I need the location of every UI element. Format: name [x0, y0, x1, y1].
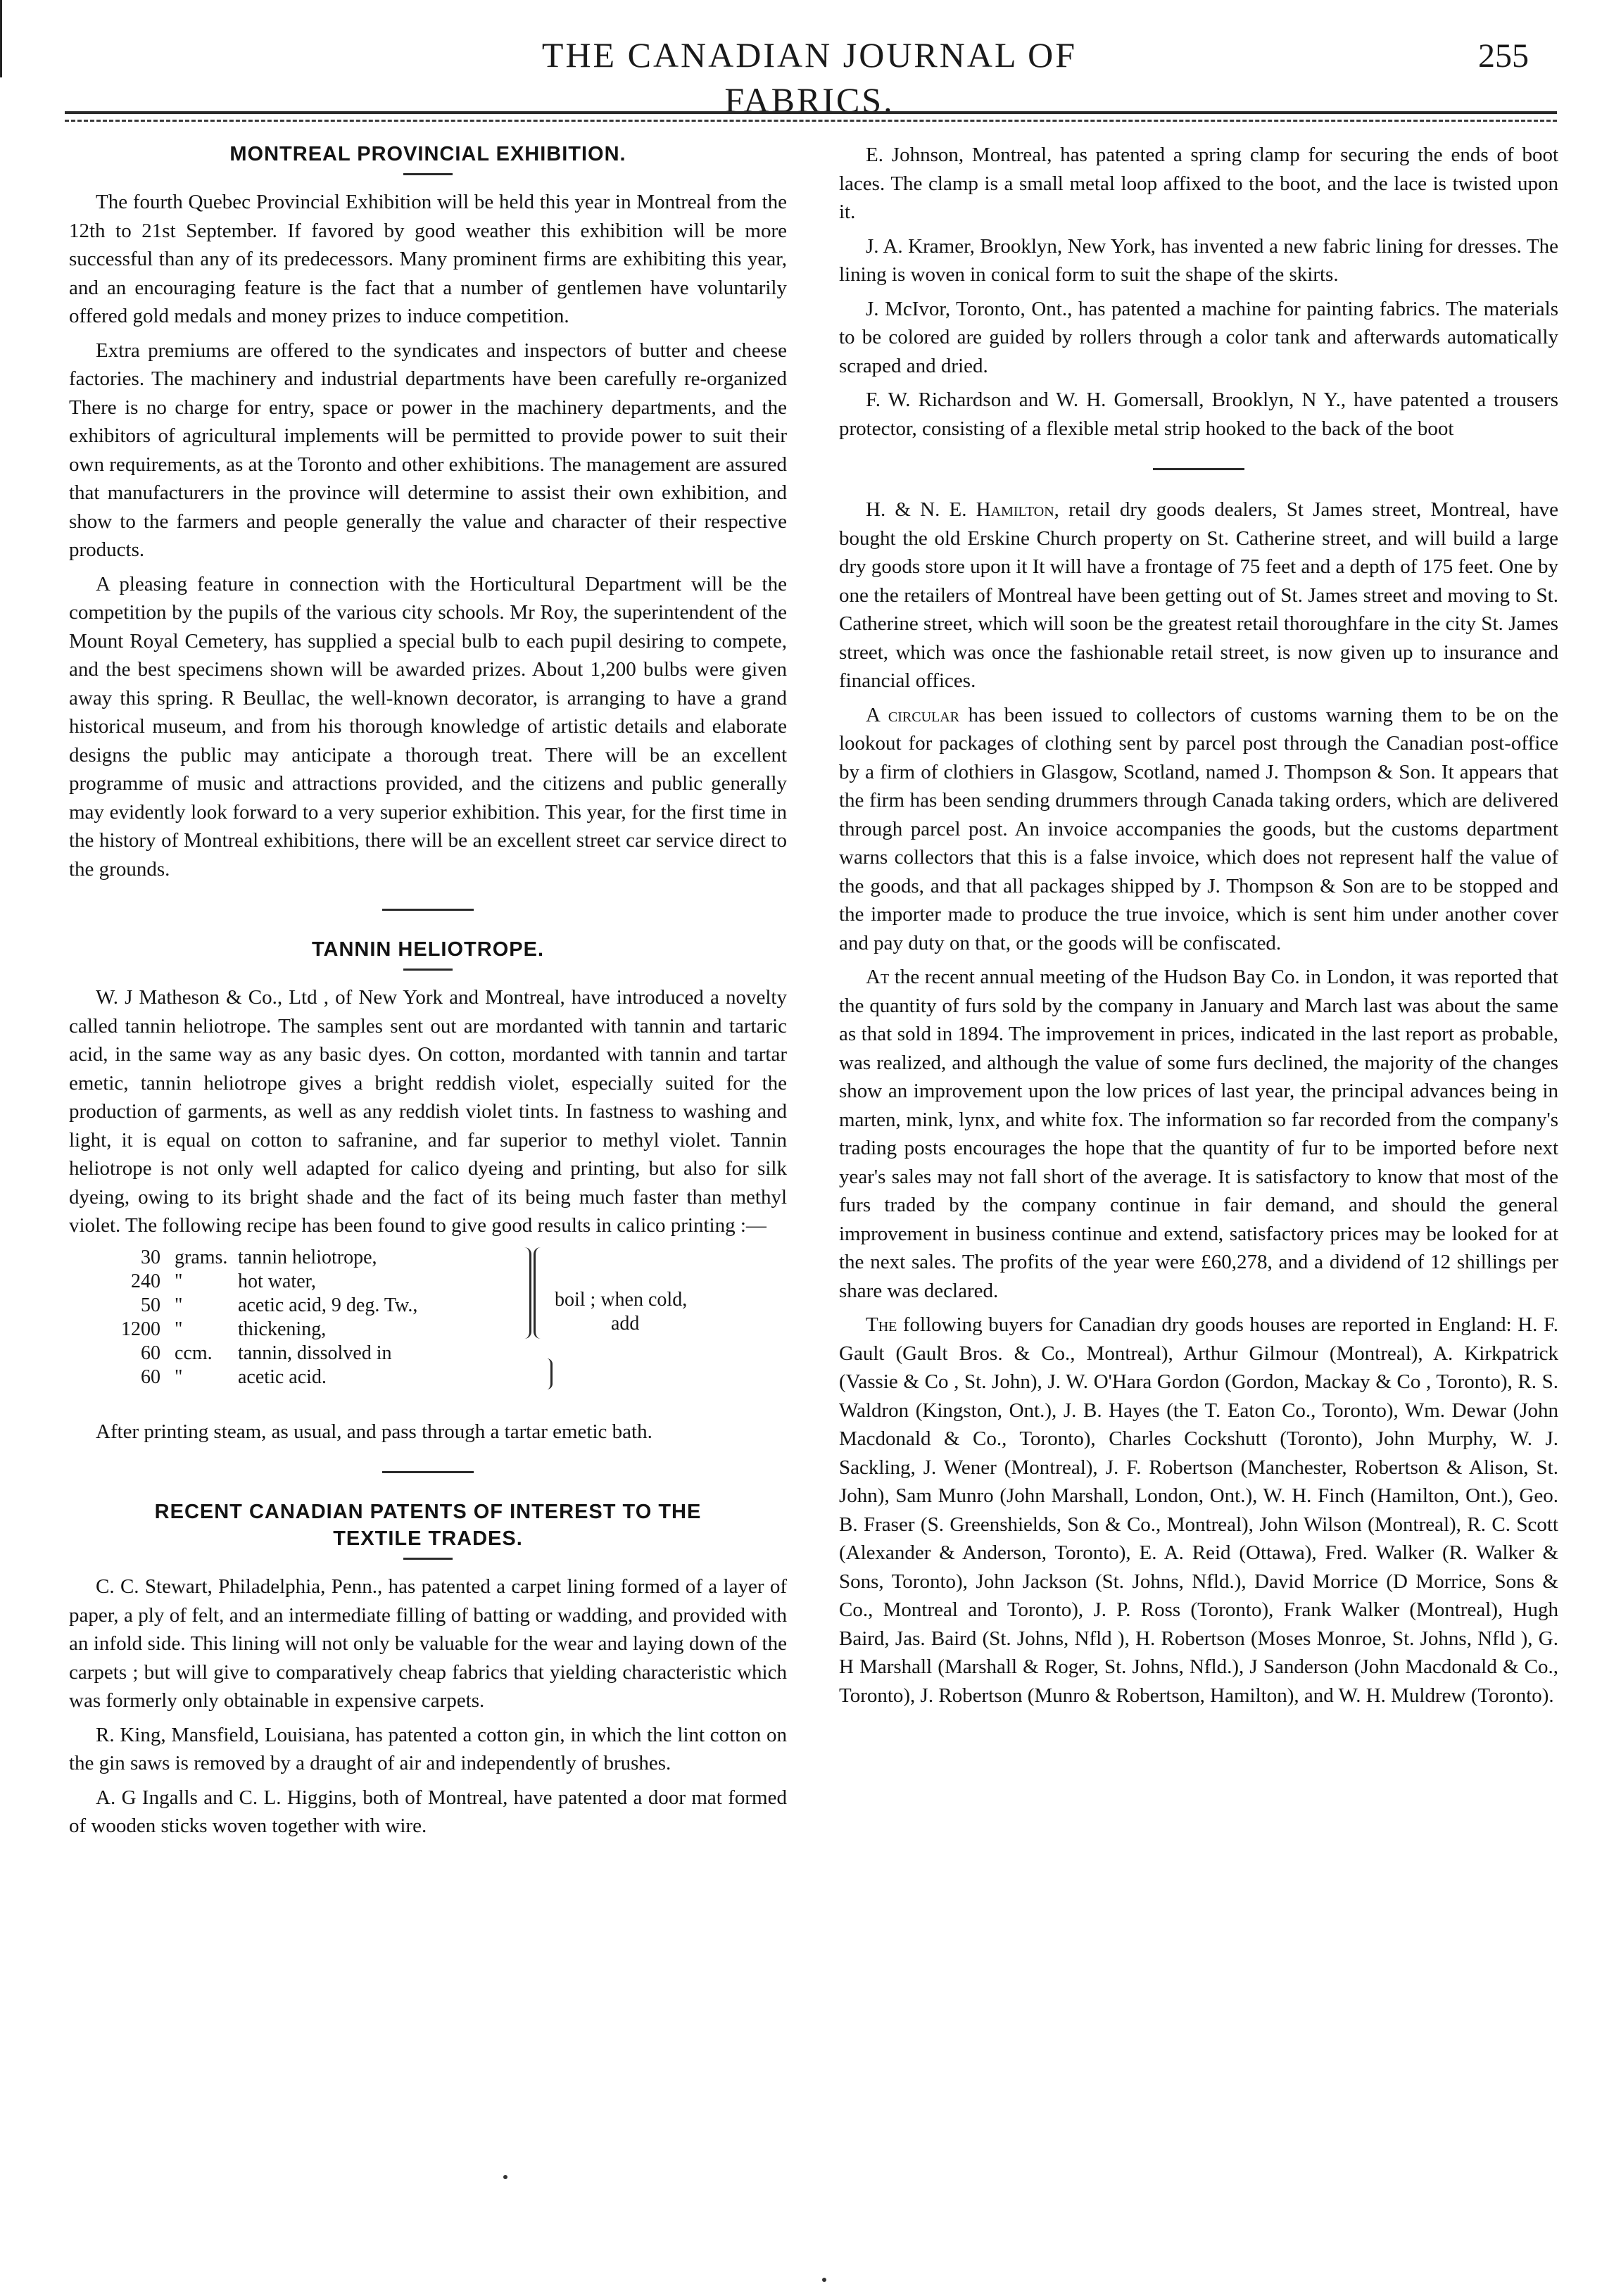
article-paragraph: F. W. Richardson and W. H. Gomersall, Brooklyn, N Y., have patented a trousers protector, consisting of a flexible metal strip hooked to the back of the boot — [839, 389, 1558, 440]
recipe-ingredient: tannin, dissolved in — [238, 1342, 392, 1364]
article-paragraph: C. C. Stewart, Philadelphia, Penn., has patented a carpet lining formed of a layer of paper, a ply of felt, and an intermediate filling of batting or wadding, and provided with an infold side. This lining will not only be valuable for the wear and laying down of the carpets ; but will give to comparatively cheap fabrics that yielding characteristic which was formerly only obtainable in expensive carpets. — [69, 1575, 787, 1712]
recipe-unit: " — [175, 1318, 183, 1340]
recipe-quantity: 60 — [141, 1342, 160, 1364]
section-divider — [382, 909, 474, 911]
section-divider — [382, 1471, 474, 1473]
recipe-quantity: 30 — [141, 1246, 160, 1268]
headline-rule — [403, 1558, 453, 1560]
article-paragraph: After printing steam, as usual, and pass through a tartar emetic bath. — [96, 1420, 652, 1443]
recipe-quantity: 1200 — [121, 1318, 160, 1340]
article-paragraph: J. A. Kramer, Brooklyn, New York, has invented a new fabric lining for dresses. The lining is woven in conical form to suit the shape of the skirts. — [839, 234, 1558, 286]
recipe-brace — [541, 1358, 553, 1389]
article-paragraph: Extra premiums are offered to the syndicates and inspectors of butter and cheese factories. The machinery and industrial departments have been carefully re-organized There is no charge for entry, space or power in the machinery departments, and the exhibitors of agricultural implements will be permitted to provide power to suit their own requirements, as at the Toronto and other exhibitions. The management are assured that manufacturers in the province will determine to assist their own exhibition, and show to the farmers and people generally the value and character of their respective products. — [69, 339, 787, 561]
recipe-ingredient: hot water, — [238, 1270, 316, 1292]
recipe-note: boil ; when cold, — [555, 1288, 688, 1311]
recipe-quantity: 50 — [141, 1294, 160, 1316]
article-headline: RECENT CANADIAN PATENTS OF INTEREST TO THE — [154, 1501, 702, 1523]
article-headline: MONTREAL PROVINCIAL EXHIBITION. — [229, 143, 626, 165]
recipe-unit: " — [175, 1365, 183, 1388]
recipe-unit: grams. — [175, 1246, 228, 1268]
page-number: 255 — [1478, 37, 1529, 75]
recipe-ingredient: acetic acid. — [238, 1365, 327, 1388]
right-column — [839, 141, 1558, 1715]
section-divider — [1153, 468, 1244, 470]
item-lead: The — [866, 1313, 897, 1336]
article-headline: TANNIN HELIOTROPE. — [311, 938, 545, 961]
article-canadian-patents — [69, 1499, 787, 1841]
item-lead: A circular — [866, 703, 960, 726]
print-speck — [503, 2175, 507, 2179]
recipe-brace — [534, 1247, 548, 1339]
article-paragraph: A pleasing feature in connection with the Horticultural Department will be the competition by the pupils of the various city schools. Mr Roy, the superintendent of the Mount Royal Cemetery, has supplied a special bulb to each pupil desiring to compete, and the best specimens shown will be awarded prizes. About 1,200 bulbs were given away this spring. R Beullac, the well-known decorator, is arranging to have a grand historical museum, and from his thorough knowledge of artistic details and elaborate designs the public may anticipate a thorough treat. There will be an excellent programme of music and attractions provided, and the citizens and public generally may evidently look forward to a very superior exhibition. This year, for the first time in the history of Montreal exhibitions, there will be an excellent street car service direct to the grounds. — [69, 572, 787, 881]
article-tannin-heliotrope — [69, 936, 787, 1446]
article-paragraph: W. J Matheson & Co., Ltd , of New York and Montreal, have introduced a novelty called tannin heliotrope. The samples sent out are mordanted with tannin and tartaric acid, in the same way as any basic dyes. On cotton, mordanted with tannin and tartar emetic, tannin heliotrope gives a bright reddish violet, especially suited for the production of garments, as well as any reddish violet tints. In fastness to washing and light, it is equal on cotton to safranine, and far superior to methyl violet. Tannin heliotrope is not only well adapted for calico dyeing and printing, but also for silk dyeing, owing to its bright shade and the fact of its being much faster than methyl violet. The following recipe has been found to give good results in calico printing :— — [69, 986, 787, 1237]
article-paragraph: R. King, Mansfield, Louisiana, has patented a cotton gin, in which the lint cotton on the gin saws is removed by a draught of air and independently of brushes. — [69, 1723, 787, 1774]
article-paragraph: E. Johnson, Montreal, has patented a spring clamp for securing the ends of boot laces. The clamp is a small metal loop affixed to the boot, and the lace is twisted upon it. — [839, 144, 1558, 223]
item-text: has been issued to collectors of customs warning them to be on the lookout for packages of clothing sent by parcel post through the Canadian post-office by a firm of clothiers in Glasgow, Scotland, named J. Thompson & Son. It appears that the firm has been sending drummers through Canada taking orders, which are delivered through parcel post. An invoice accompanies the goods, but the customs department warns collectors that this is a false invoice, which does not represent half the value of the goods, and that all packages shipped by J. Thompson & Son are to be stopped and the importer made to produce the true invoice, which is sent him under another cover and pay duty on that, or the goods will be confiscated. — [839, 703, 1559, 954]
header-rule — [65, 111, 1557, 114]
recipe-brace — [517, 1247, 531, 1339]
recipe-unit: ccm. — [175, 1342, 213, 1364]
news-item — [839, 1311, 1558, 1710]
recipe-unit: " — [175, 1270, 183, 1292]
recipe-quantity: 60 — [141, 1365, 160, 1388]
recipe-note: add — [611, 1312, 640, 1335]
item-text: retail dry goods dealers, St James street, Montreal, have bought the old Erskine Church property on St. Catherine street, and will build a large dry goods store upon it It will have a frontage of 75 feet and a depth of 175 feet. One by one the retailers of Montreal have been getting out of St. James street and moving to St. Catherine street, which will soon be the greatest retail thoroughfare in the city St. James street, which was once the fashionable retail street, is now given up to insurance and financial offices. — [839, 498, 1558, 692]
headline-rule — [403, 969, 453, 971]
item-text: the recent annual meeting of the Hudson Bay Co. in London, it was reported that the quantity of furs sold by the company in January and March last was about the same as that sold in 1894. The improvement in prices, indicated in the last report as probable, was realized, and although the value of some furs declined, the majority of the changes show an improvement upon the low prices of last year, the principal advances being in marten, mink, lynx, and white fox. The information so far recorded from the company's trading posts encourages the hope that the quantity of fur to be imported before next year's sales may not fall short of the average. It is satisfactory to know that most of the furs traded by the company continue in fair demand, and should the general improvement in business continue and extend, satisfactory prices may be looked for at the next sales. The profits of the year were £60,278, and a dividend of 12 shillings per share was declared. — [839, 966, 1558, 1302]
article-paragraph: The fourth Quebec Provincial Exhibition will be held this year in Montreal from the 12th to 21st September. If favored by good weather this exhibition will be more successful than any of its predecessors. Many prominent firms are exhibiting this year, and an encouraging feature is the fact that a number of gentlemen have voluntarily offered gold medals and money prizes to induce competition. — [69, 191, 787, 327]
news-item — [839, 701, 1558, 958]
item-text: following buyers for Canadian dry goods houses are reported in England: H. F. Gault (Gault Bros. & Co., Montreal), Arthur Gilmour (Montreal), A. Kirkpatrick (Vassie & Co , St. John), J. W. O'Hara Gordon (Gordon, Mackay & Co , Toronto), R. S. Waldron (Kingston, Ont.), J. B. Hayes (the T. Eaton Co., Toronto), Wm. Dewar (John Macdonald & Co., Toronto), Charles Cockshutt (Toronto), John Murphy, W. J. Sackling, J. Wener (Montreal), J. F. Robertson (Manchester, Robertson & Alison, St. John), Sam Munro (John Marshall, London, Ont.), W. H. Finch (Hamilton, Ont.), Geo. B. Fraser (S. Greenshields, Son & Co., Montreal), John Wilson (Montreal), R. C. Scott (Alexander & Anderson, Toronto), E. A. Reid (Ottawa), Fred. Walker (R. Walker & Sons, Toronto), John Jackson (St. Johns, Nfld.), David Morrice (D Morrice, Sons & Co., Montreal and Toronto), J. P. Ross (Toronto), Frank Walker (Montreal), Hugh Baird, Jas. Baird (St. Johns, Nfld ), H. Robertson (Moses Monroe, St. Johns, Nfld ), G. H Marshall (Marshall & Roger, St. Johns, Nfld.), J Sanderson (John Macdonald & Co., Toronto), J. Robertson (Munro & Robertson, Hamilton), and W. H. Muldrew (Toronto). — [839, 1313, 1558, 1707]
print-speck — [822, 2278, 826, 2282]
article-headline: TEXTILE TRADES. — [333, 1527, 523, 1550]
recipe-unit: " — [175, 1294, 183, 1316]
article-montreal-exhibition — [69, 141, 787, 883]
recipe-ingredient: acetic acid, 9 deg. Tw., — [238, 1294, 418, 1316]
recipe-ingredient: tannin heliotrope, — [238, 1246, 377, 1268]
recipe-quantity: 240 — [131, 1270, 160, 1292]
article-paragraph: J. McIvor, Toronto, Ont., has patented a machine for painting fabrics. The materials to be colored are guided by rollers through a color tank and afterwards automatically scraped and dried. — [839, 297, 1558, 377]
patents-continued — [839, 141, 1558, 443]
article-paragraph: A. G Ingalls and C. L. Higgins, both of Montreal, have patented a door mat formed of wooden sticks woven together with wire. — [69, 1786, 787, 1837]
running-head — [0, 32, 1621, 120]
news-item — [839, 496, 1558, 695]
recipe-ingredient: thickening, — [238, 1318, 327, 1340]
header-rule-dashed — [65, 120, 1557, 122]
headline-rule — [403, 173, 453, 175]
news-item — [839, 963, 1558, 1305]
item-lead: H. & N. E. Hamilton, — [866, 498, 1059, 521]
item-lead: At — [866, 966, 890, 988]
journal-title: THE CANADIAN JOURNAL OF FABRICS. — [541, 35, 1078, 120]
left-column — [69, 141, 787, 1846]
recipe-table — [69, 1246, 787, 1409]
